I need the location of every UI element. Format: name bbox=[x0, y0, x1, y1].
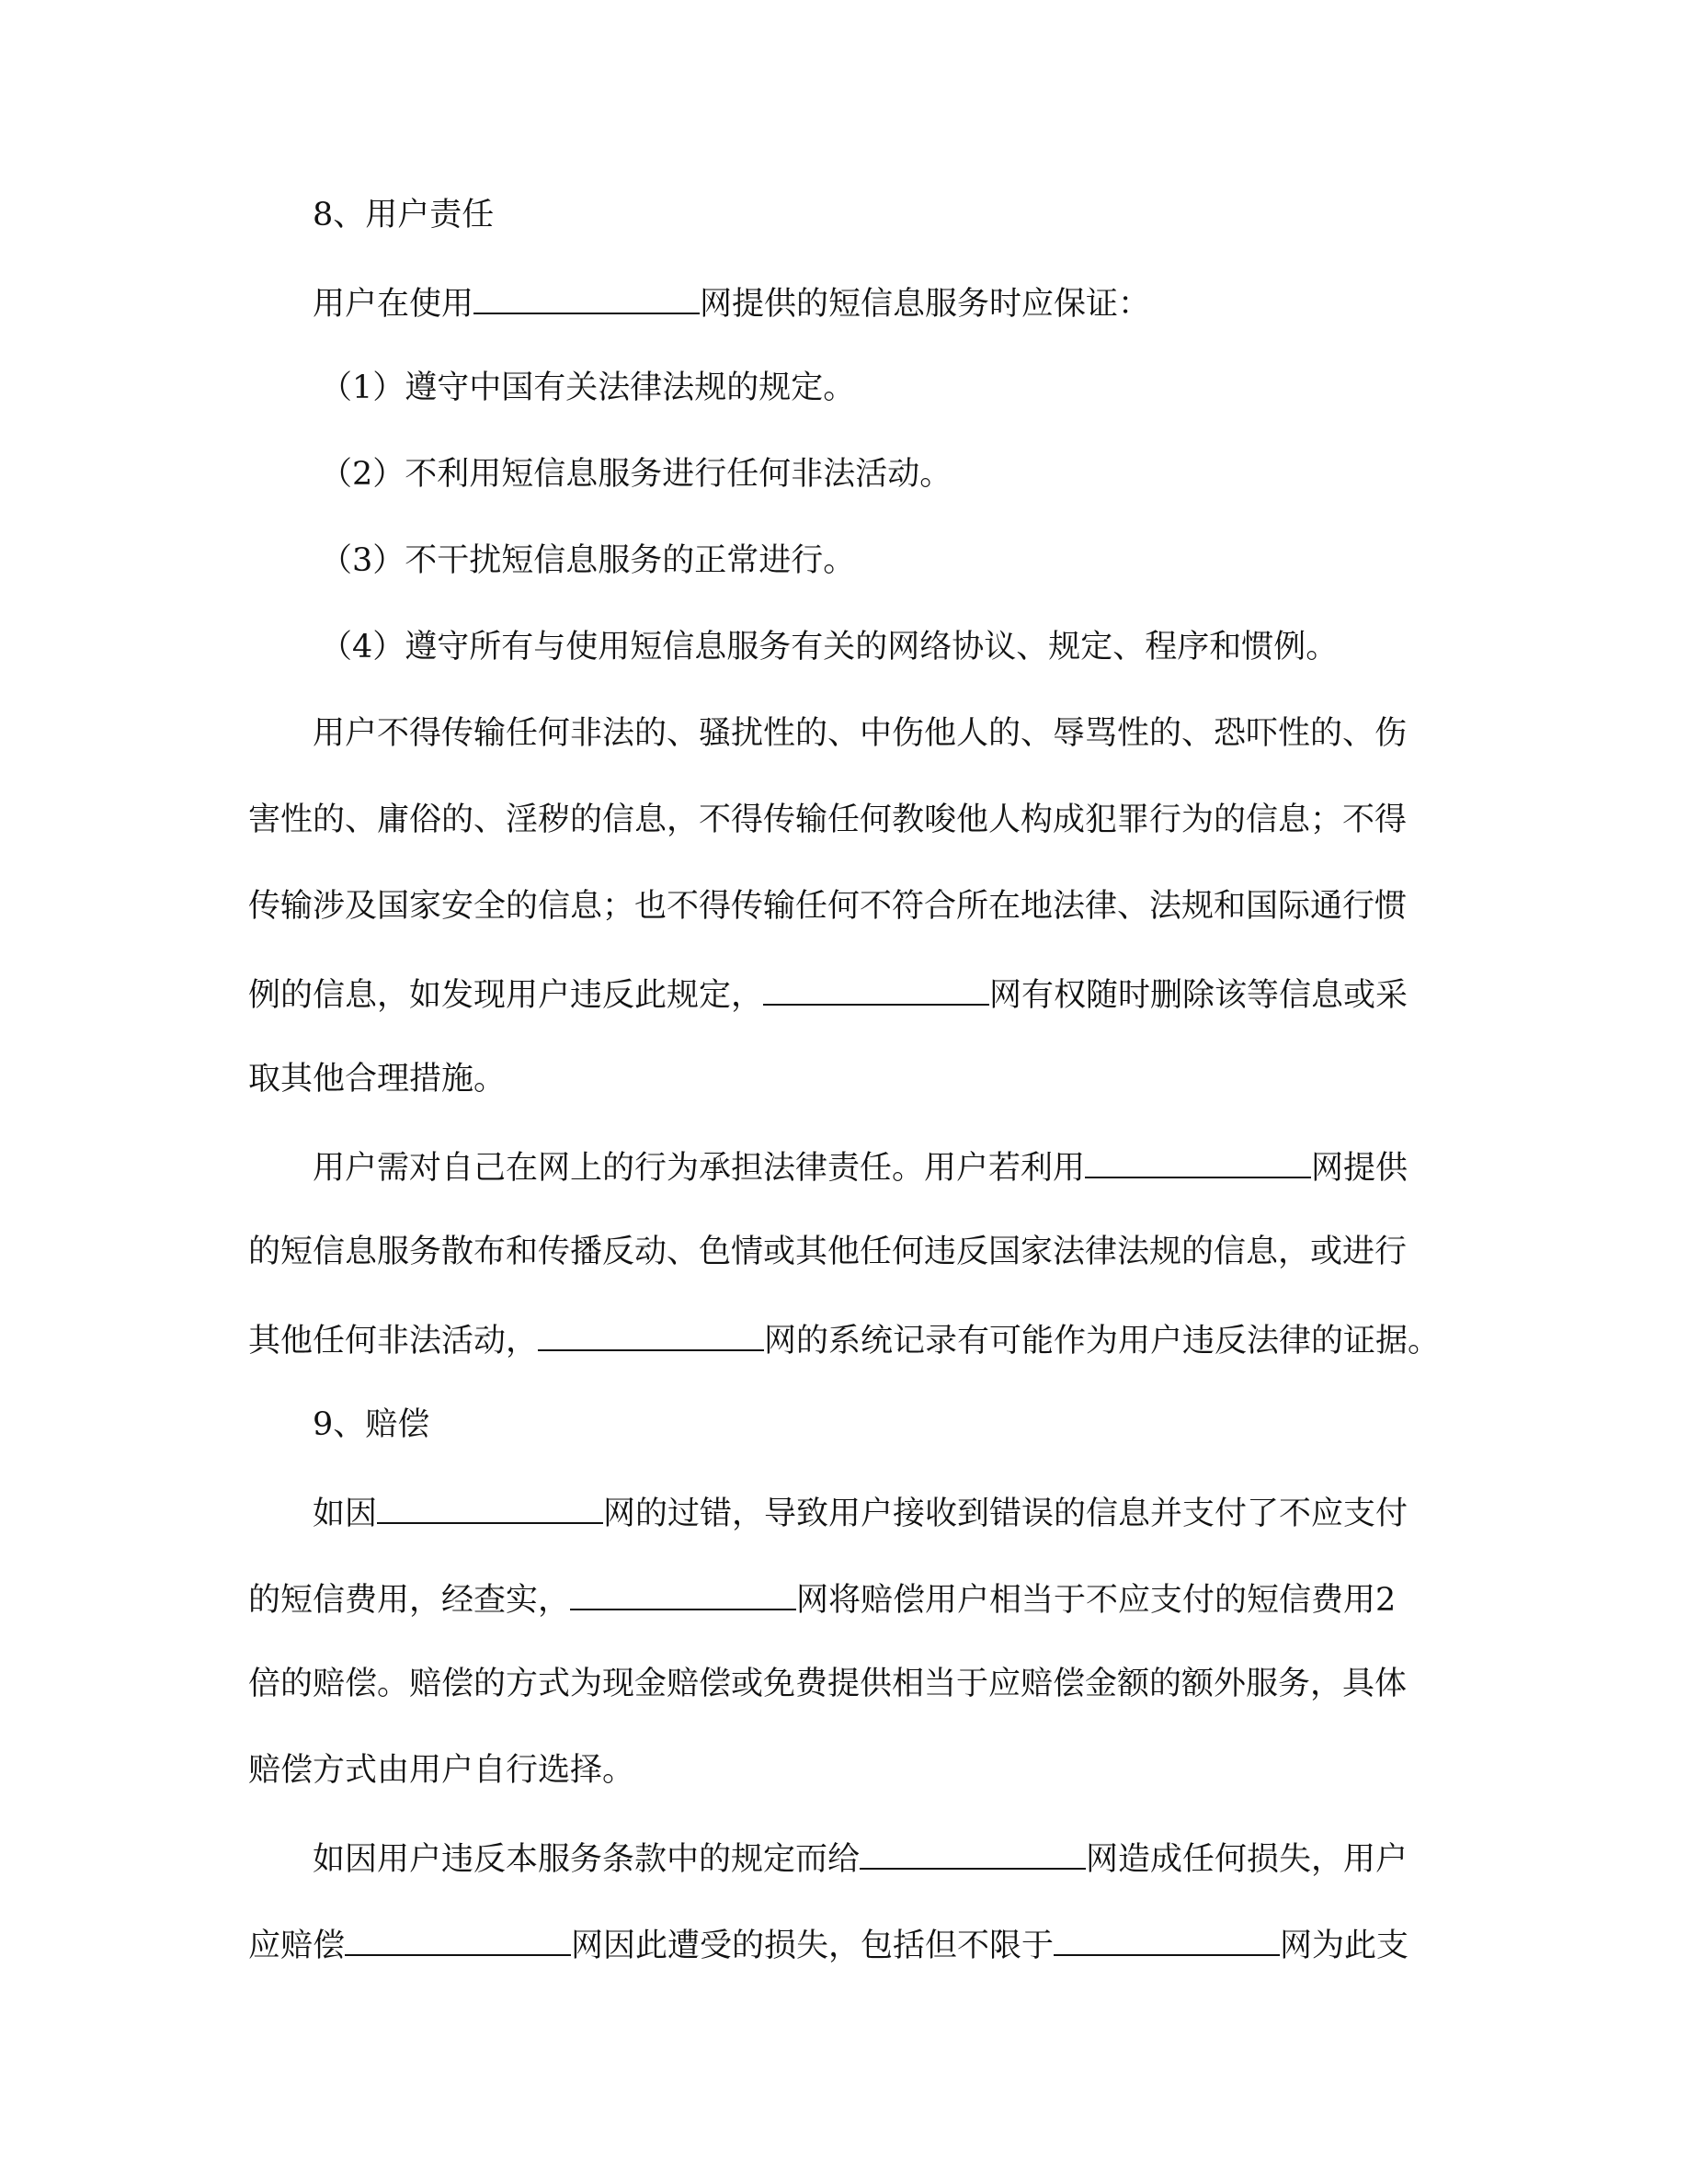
section-8-heading: 8、用户责任 bbox=[313, 197, 495, 233]
paragraph-line: 赔偿方式由用户自行选择。 bbox=[248, 1752, 635, 1789]
list-item-1: （1）遵守中国有关法律法规的规定。 bbox=[320, 370, 856, 406]
paragraph-line: 的短信息服务散布和传播反动、色情或其他任何违反国家法律法规的信息，或进行 bbox=[248, 1234, 1408, 1270]
fill-in-blank bbox=[377, 1491, 603, 1524]
paragraph-line: 例的信息，如发现用户违反此规定， 网有权随时删除该等信息或采 bbox=[248, 973, 1408, 1016]
paragraph-line: 如因用户违反本服务条款中的规定而给 网造成任何损失，用户 bbox=[313, 1837, 1408, 1880]
fill-in-blank bbox=[763, 973, 989, 1006]
paragraph-line: 害性的、庸俗的、淫秽的信息，不得传输任何教唆他人构成犯罪行为的信息；不得 bbox=[248, 802, 1408, 838]
paragraph-line: 用户需对自己在网上的行为承担法律责任。用户若利用 网提供 bbox=[313, 1145, 1408, 1189]
list-item-2: （2）不利用短信息服务进行任何非法活动。 bbox=[320, 456, 952, 493]
paragraph-line: 倍的赔偿。赔偿的方式为现金赔偿或免费提供相当于应赔偿金额的额外服务，具体 bbox=[248, 1666, 1408, 1702]
paragraph-line: 的短信费用，经查实， 网将赔偿用户相当于不应支付的短信费用2 bbox=[248, 1577, 1396, 1621]
fill-in-blank bbox=[538, 1318, 764, 1351]
paragraph-line: 传输涉及国家安全的信息；也不得传输任何不符合所在地法律、法规和国际通行惯 bbox=[248, 888, 1408, 925]
section-8-intro: 用户在使用 网提供的短信息服务时应保证： bbox=[313, 281, 1150, 324]
list-item-3: （3）不干扰短信息服务的正常进行。 bbox=[320, 542, 856, 579]
fill-in-blank bbox=[570, 1577, 796, 1610]
section-9-heading: 9、赔偿 bbox=[313, 1406, 430, 1443]
paragraph-line: 应赔偿 网因此遭受的损失，包括但不限于 网为此支 bbox=[248, 1923, 1409, 1966]
paragraph-line: 其他任何非法活动， 网的系统记录有可能作为用户违反法律的证据。 bbox=[248, 1318, 1440, 1361]
fill-in-blank bbox=[1054, 1923, 1280, 1956]
list-item-4: （4）遵守所有与使用短信息服务有关的网络协议、规定、程序和惯例。 bbox=[320, 629, 1339, 665]
paragraph-line: 如因 网的过错，导致用户接收到错误的信息并支付了不应支付 bbox=[313, 1491, 1408, 1534]
fill-in-blank bbox=[1085, 1145, 1311, 1178]
fill-in-blank bbox=[345, 1923, 571, 1956]
paragraph-line: 取其他合理措施。 bbox=[248, 1061, 507, 1098]
fill-in-blank bbox=[473, 281, 700, 314]
paragraph-line: 用户不得传输任何非法的、骚扰性的、中伤他人的、辱骂性的、恐吓性的、伤 bbox=[313, 715, 1408, 752]
fill-in-blank bbox=[860, 1837, 1086, 1870]
